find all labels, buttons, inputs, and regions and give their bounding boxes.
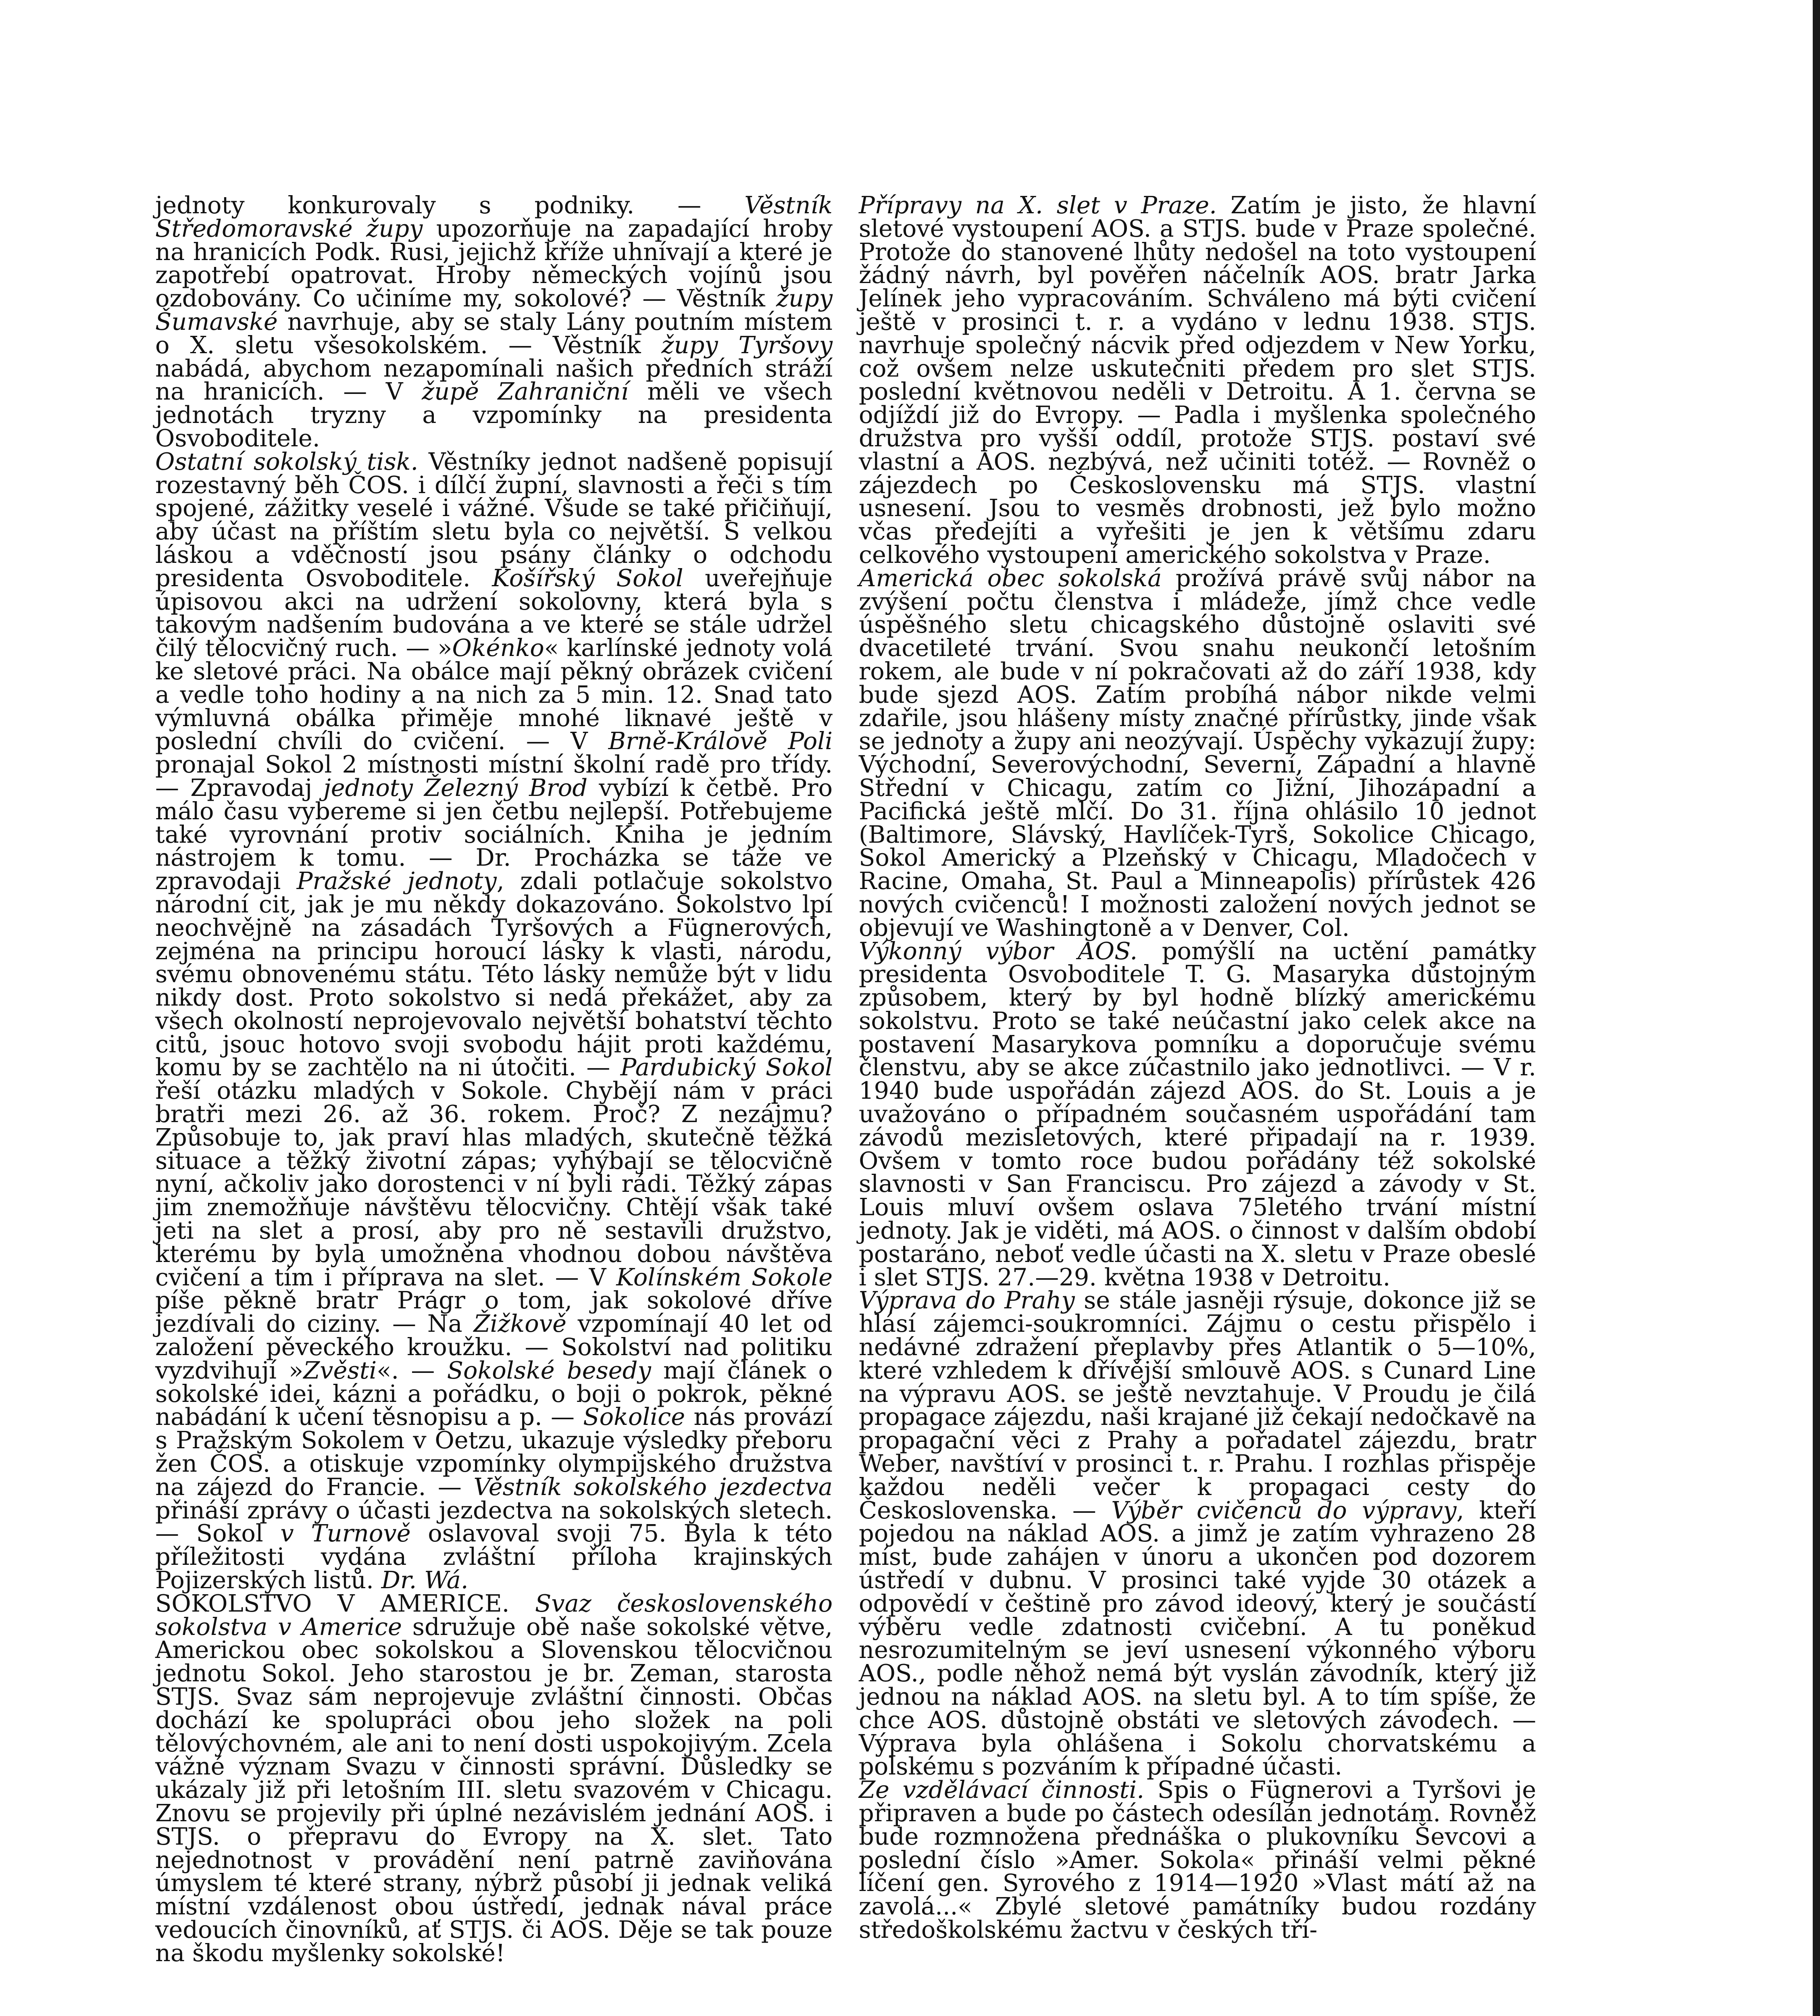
text-run: přináší zprávy o účasti jezdectva na sokolských sletech. — Sokol bbox=[155, 1496, 833, 1547]
text-run: , kteří pojedou na náklad AOS. a jimž je zatím vyhrazeno 28 míst, bude zahájen v únoru a ukončen pod dozorem ústředí v dubnu. V prosinci také vyjde 30 otázek a odpovědí v češtině pro závod ideový, který je součástí výběru vedle zdatnosti cvičební. A tu poněkud nesrozumitelným se jeví usnesení výkonného výboru AOS., podle něhož nemá být vyslán závodník, který již jednou na náklad AOS. na sletu byl. A to tím spíše, že chce AOS. důstojně obstáti ve sletových závodech. — Výprava byla ohlášena i Sokolu chorvatskému a polskému s pozváním k případné účasti. bbox=[859, 1496, 1536, 1781]
italic-text-run: župy Šumavské bbox=[155, 284, 833, 335]
article-paragraph bbox=[859, 566, 1536, 939]
scan-edge bbox=[1813, 0, 1820, 2016]
italic-text-run: Výběr cvičenců do výpravy bbox=[1111, 1496, 1457, 1524]
article-paragraph bbox=[155, 191, 833, 452]
italic-text-run: Brně-Králově Poli bbox=[608, 727, 833, 755]
text-run: píše pěkně bratr Prágr o tom, jak sokolové dříve jezdívali do ciziny. — Na bbox=[155, 1286, 833, 1338]
italic-text-run: Přípravy na X. slet v Praze. bbox=[859, 191, 1217, 219]
article-paragraph bbox=[155, 447, 833, 1594]
italic-text-run: Košířský Sokol bbox=[492, 564, 683, 592]
italic-text-run: Ze vzdělávací činnosti. bbox=[859, 1776, 1144, 1804]
italic-text-run: Sokolské besedy bbox=[447, 1356, 651, 1384]
italic-text-run: jednoty Železný Brod bbox=[323, 773, 588, 802]
italic-text-run: Svaz československého sokolstva v Americe bbox=[155, 1589, 833, 1641]
text-run: navrhuje, aby se staly Lány poutním místem o X. sletu všesokolském. — Věstník bbox=[155, 307, 833, 359]
italic-text-run: Zvěsti bbox=[303, 1356, 377, 1384]
text-run: pronajal Sokol 2 místnosti místní školní radě pro třídy. — Zpravodaj bbox=[155, 750, 833, 802]
text-run: , zdali potlačuje sokolstvo národní cit, jak je mu někdy dokazováno. Sokolstvo lpí neochvějně na zásadách Tyršových a Fügnerových, zejména na principu horoucí lásky k vlasti, národu, svému obnovenému státu. Této lásky nemůže být v lidu nikdy dost. Proto sokolstvo si nedá překážet, aby za všech okolností neprojevovalo největší bohatství těchto citů, jsouc hotovo svoji svobodu hájit proti každému, komu by se zachtělo na ni útočiti. — bbox=[155, 867, 833, 1081]
text-run: jednoty konkurovaly s podniky. — bbox=[155, 191, 745, 219]
italic-text-run: Výkonný výbor AOS. bbox=[859, 937, 1138, 965]
article-paragraph bbox=[155, 1589, 833, 1967]
italic-text-run: Sokolice bbox=[583, 1403, 685, 1431]
italic-text-run: Věstník Středomoravské župy bbox=[155, 191, 833, 242]
text-run: vzpomínají 40 let od založení pěveckého kroužku. — Sokolství nad politiku vyzdvihují » bbox=[155, 1310, 833, 1384]
italic-text-run: Výprava do Prahy bbox=[859, 1286, 1075, 1314]
text-run: nás provází s Pražským Sokolem v Oetzu, ukazuje výsledky přeboru žen ČOS. a otiskuje vzpomínky olympijského družstva na zájezd do Francie. — bbox=[155, 1403, 833, 1501]
text-run: měli ve všech jednotách tryzny a vzpomínky na presidenta Osvoboditele. bbox=[155, 377, 833, 452]
text-run: oslavoval svoji 75. Byla k této příležitosti vydána zvláštní příloha krajinských Pojizerských listů. bbox=[155, 1519, 833, 1594]
italic-text-run: Dr. Wá. bbox=[381, 1566, 469, 1594]
italic-text-run: Věstník sokolského jezdectva bbox=[473, 1472, 833, 1501]
text-run: mají článek o sokolské idei, kázni a pořádku, o boji o pokrok, pěkné nabádání k učení těsnopisu a p. — bbox=[155, 1356, 833, 1431]
italic-text-run: Pardubický Sokol bbox=[620, 1053, 833, 1081]
text-run: se stále jasněji rýsuje, dokonce již se hlásí zájemci-soukromníci. Zájmu o cestu přispělo i nedávné zdražení přeplavby přes Atlantik o 5—10%, které vzhledem k dřívější smlouvě AOS. s Cunard Line na výpravu AOS. se ještě nevztahuje. V Proudu je čilá propagace zájezdu, naši krajané již čekají nedočkavě na propagační věci z Prahy a pořadatel zájezdu, bratr Weber, navštíví v prosinci t. r. Prahu. I rozhlas přispěje každou neděli večer k propagaci cesty do Československa. — bbox=[859, 1286, 1536, 1524]
article-paragraph bbox=[859, 1286, 1536, 1781]
text-run: pomýšlí na uctění památky presidenta Osvoboditele T. G. Masaryka důstojným způsobem, který by byl hodně blízký americkému sokolstvu. Proto se také neúčastní jako celek akce na postavení Masarykova pomníku a doporučuje svému členstvu, aby se akce zúčastnilo jako jednotlivci. — V r. 1940 bude uspořádán zájezd AOS. do St. Louis a je uvažováno o případném současném uspořádání tam závodů mezisletových, které připadají na r. 1939. Ovšem v tomto roce budou pořádány též sokolské slavnosti v San Franciscu. Pro zájezd a závody v St. Louis mluví ovšem oslava 75letého trvání místní jednoty. Jak je viděti, má AOS. o činnost v dalším období postaráno, neboť vedle účasti na X. sletu v Praze obeslé i slet STJS. 27.—29. května 1938 v Detroitu. bbox=[859, 937, 1536, 1291]
text-run: Věstníky jednot nadšeně popisují rozestavný běh ČOS. i dílčí župní, slavnosti a řeči s tím spojené, zážitky veselé i vážné. Všude se také přičiňují, aby účast na příštím sletu byla co největší. S velkou láskou a vděčností jsou psány články o odchodu presidenta Osvoboditele. bbox=[155, 447, 833, 592]
italic-text-run: župě Zahraniční bbox=[422, 377, 629, 406]
text-run: Spis o Fügnerovi a Tyršovi je připraven a bude po částech odesílán jednotám. Rovněž bude rozmnožena přednáška o plukovníku Ševcovi a poslední číslo »Amer. Sokola« přináší velmi pěkné líčení gen. Syrového z 1914—1920 »Vlast mátí až na zavolá...« Zbylé sletové památníky budou rozdány středoškolskému žactvu v českých tří- bbox=[859, 1776, 1536, 1943]
text-run: « karlínské jednoty volá ke sletové práci. Na obálce mají pěkný obrázek cvičení a vedle toho hodiny a na nich za 5 min. 12. Snad tato výmluvná obálka přiměje mnohé liknavé ještě v poslední chvíli do cvičení. — V bbox=[155, 634, 833, 755]
article-paragraph bbox=[859, 1778, 1536, 1941]
italic-text-run: v Turnově bbox=[280, 1519, 411, 1547]
article-paragraph bbox=[859, 939, 1536, 1289]
article-paragraph bbox=[859, 191, 1536, 569]
italic-text-run: Pražské jednoty bbox=[296, 867, 497, 895]
italic-text-run: Americká obec sokolská bbox=[859, 564, 1162, 592]
italic-text-run: Ostatní sokolský tisk. bbox=[155, 447, 419, 475]
text-run: SOKOLSTVO V AMERICE. bbox=[155, 1589, 535, 1617]
text-run: uveřejňuje úpisovou akci na udržení sokolovny, která byla s takovým nadšením budována a ve které se stále udržel čilý tělocvičný ruch. — » bbox=[155, 564, 833, 662]
text-run: prožívá právě svůj nábor na zvýšení počtu členstva i mládeže, jímž chce vedle úspěšného sletu chicagského důstojně oslaviti své dvacetileté trvání. Svou snahu neukončí letošním rokem, ale bude v ní pokračovati až do září 1938, kdy bude sjezd AOS. Zatím probíhá nábor nikde velmi zdařile, jsou hlášeny místy značné přírůstky, jinde však se jednoty a župy ani neozývají. Úspěchy vykazují župy: Východní, Severovýchodní, Severní, Západní a hlavně Střední v Chicagu, zatím co Jižní, Jihozápadní a Pacifická ještě mlčí. Do 31. října ohlásilo 10 jednot (Baltimore, Slávský, Havlíček-Tyrš, Sokolice Chicago, Sokol Americký a Plzeňský v Chicagu, Mladočech v Racine, Omaha, St. Paul a Minneapolis) přírůstek 426 nových cvičenců! I možnosti založení nových jednot se objevují ve Washingtoně a v Denver, Col. bbox=[859, 564, 1536, 941]
italic-text-run: Okénko bbox=[452, 634, 544, 662]
italic-text-run: Kolínském Sokole bbox=[616, 1263, 833, 1291]
left-column bbox=[155, 191, 833, 1967]
text-run: «. — bbox=[377, 1356, 447, 1384]
text-run: sdružuje obě naše sokolské větve, Americkou obec sokolskou a Slovenskou tělocvičnou jednotu Sokol. Jeho starostou je br. Zeman, starosta STJS. Svaz sám neprojevuje zvláštní činnosti. Občas dochází ke spolupráci obou jeho složek na poli tělovýchovném, ale ani to není dosti uspokojivým. Zcela vážné význam Svazu v činnosti správní. Důsledky se ukázaly již při letošním III. sletu svazovém v Chicagu. Znovu se projevily při úplné nezávislém jednání AOS. i STJS. o přepravu do Evropy na X. slet. Tato nejednotnost v provádění není patrně zaviňována úmyslem té které strany, nýbrž působí ji jednak veliká místní vzdálenost obou ústředí, jednak nával práce vedoucích činovníků, ať STJS. či AOS. Děje se tak pouze na škodu myšlenky sokolské! bbox=[155, 1612, 833, 1967]
text-run: řeší otázku mladých v Sokole. Chybějí nám v práci bratři mezi 26. až 36. rokem. Proč? Z nezájmu? Způsobuje to, jak praví hlas mladých, skutečně těžká situace a těžký životní zápas; vyhýbají se tělocvičně nyní, ačkoliv jako dorostenci v ní byli rádi. Těžký zápas jim znemožňuje návštěvu tělocvičny. Chtějí však také jeti na slet a prosí, aby pro ně sestavili družstvo, kterému by byla umožněna vhodnou dobou návštěva cvičení a tím i příprava na slet. — V bbox=[155, 1077, 833, 1291]
right-column bbox=[859, 191, 1536, 1943]
italic-text-run: Žižkově bbox=[473, 1310, 566, 1338]
text-run: Zatím je jisto, že hlavní sletové vystoupení AOS. a STJS. bude v Praze společné. Protože do stanovené lhůty nedošel na toto vystoupení žádný návrh, byl pověřen náčelník AOS. bratr Jarka Jelínek jeho vypracováním. Schváleno má býti cvičení ještě v prosinci t. r. a vydáno v lednu 1938. STJS. navrhuje společný nácvik před odjezdem v New Yorku, což ovšem nelze uskutečniti předem pro slet STJS. poslední květnovou neděli v Detroitu. A 1. června se odjíždí již do Evropy. — Padla i myšlenka společného družstva pro vyšší oddíl, protože STJS. postaví své vlastní a AOS. nezbývá, než učiniti totéž. — Rovněž o zájezdech po Československu má STJS. vlastní usnesení. Jsou to vesměs drobnosti, jež bylo možno včas předejíti a vyřešiti je jen k většímu zdaru celkového vystoupení amerického sokolstva v Praze. bbox=[859, 191, 1536, 569]
italic-text-run: župy Tyršovy bbox=[661, 331, 833, 359]
text-run: nabádá, abychom nezapomínali našich předních stráží na hranicích. — V bbox=[155, 354, 833, 406]
text-run: upozorňuje na zapadající hroby na hranicích Podk. Rusi, jejichž kříže uhnívají a které je zapotřebí opatrovat. Hroby německých vojínů jsou ozdobovány. Co učiníme my, sokolové? — Věstník bbox=[155, 214, 833, 312]
text-run: vybízí k četbě. Pro málo času vybereme si jen četbu nejlepší. Potřebujeme také vyrovnání protiv sociálních. Kniha je jedním nástrojem k tomu. — Dr. Procházka se táže ve zpravodaji bbox=[155, 773, 833, 895]
